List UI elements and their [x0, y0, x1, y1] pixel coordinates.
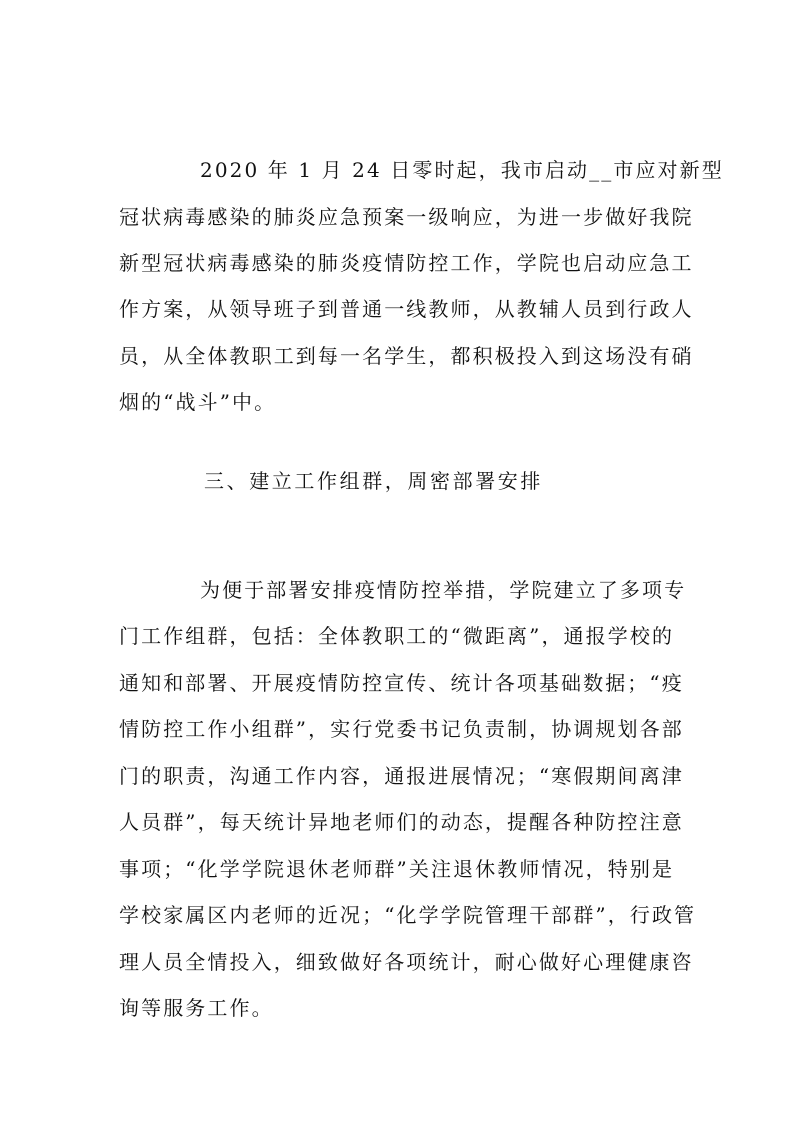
paragraph-line: 新型冠状病毒感染的肺炎疫情防控工作，学院也启动应急工: [119, 251, 694, 275]
paragraph-line: 学校家属区内老师的近况；“化学学院管理干部群”，行政管: [119, 903, 697, 927]
paragraph-line: 烟的“战斗”中。: [119, 390, 277, 414]
paragraph-line: 冠状病毒感染的肺炎应急预案一级响应，为进一步做好我院: [119, 205, 694, 229]
paragraph-line: 2020 年 1 月 24 日零时起，我市启动__市应对新型: [200, 158, 724, 182]
paragraph-line: 理人员全情投入，细致做好各项统计，耐心做好心理健康咨: [119, 950, 694, 974]
paragraph-line: 作方案，从领导班子到普通一线教师，从教辅人员到行政人: [119, 297, 694, 321]
paragraph-line: 门的职责，沟通工作内容，通报进展情况；“寒假期间离津: [119, 764, 684, 788]
paragraph-line: 情防控工作小组群”，实行党委书记负责制，协调规划各部: [119, 717, 684, 741]
paragraph-line: 通知和部署、开展疫情防控宣传、统计各项基础数据；“疫: [119, 671, 684, 695]
section-heading: 三、建立工作组群，周密部署安排: [204, 469, 543, 493]
paragraph-line: 事项；“化学学院退休老师群”关注退休教师情况，特别是: [119, 857, 675, 881]
paragraph-line: 人员群”，每天统计异地老师们的动态，提醒各种防控注意: [119, 810, 684, 834]
paragraph-line: 询等服务工作。: [119, 996, 274, 1020]
paragraph-line: 门工作组群，包括：全体教职工的“微距离”，通报学校的: [119, 624, 675, 648]
paragraph-line: 为便于部署安排疫情防控举措，学院建立了多项专: [200, 578, 687, 602]
paragraph-line: 员，从全体教职工到每一名学生，都积极投入到这场没有硝: [119, 344, 694, 368]
